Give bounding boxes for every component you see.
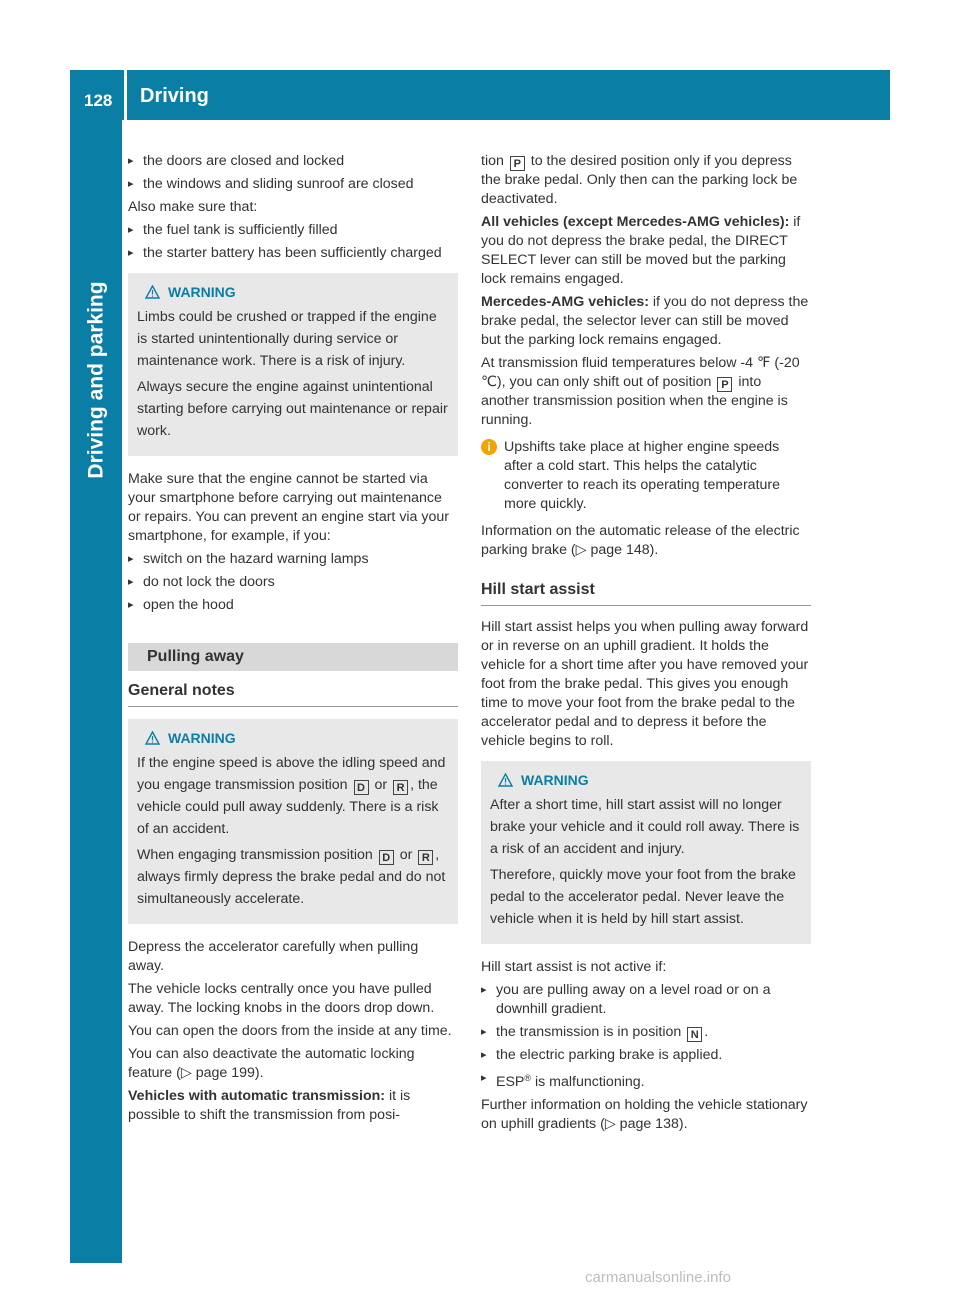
page-number: 128 (84, 91, 113, 110)
list-item: ▸ you are pulling away on a level road or on a downhill gradient. (481, 981, 811, 1019)
list-item: ▸ do not lock the doors (128, 573, 458, 592)
warning-text (137, 752, 449, 840)
text-run: is malfunctioning. (531, 1074, 645, 1090)
text-run: or (399, 847, 413, 863)
subsection-heading: General notes (128, 681, 458, 707)
paragraph (128, 1087, 458, 1125)
paragraph: Make sure that the engine cannot be started via your smartphone before carrying out maintenance or repairs. You can prevent an engine start via your smartphone, for example, if you: (128, 471, 449, 544)
side-tab-label-box (70, 120, 122, 680)
text-run: When engaging transmission position (137, 847, 373, 863)
info-icon: i (481, 439, 497, 455)
paragraph (481, 293, 811, 350)
warning-triangle-icon (145, 731, 160, 745)
gear-n-icon: N (687, 1027, 702, 1042)
paragraph: Hill start assist helps you when pulling away forward or in reverse on an uphill gradient. It holds the vehicle for a short time after you have removed your foot from the brake pedal. This gives you enough time to move your foot from the brake pedal to the accelerator pedal and to depress it before the vehicle begins to roll. (481, 619, 809, 749)
text-run: into another transmission position when the engine is running. (481, 374, 788, 428)
text-run: . (704, 1024, 709, 1040)
paragraph: Information on the automatic release of the electric parking brake (▷ page 148). (481, 523, 800, 558)
text-run: if you do not depress the brake pedal, the selector lever can still be moved but the parking lock remains engaged. (481, 294, 809, 348)
warning-box (128, 719, 458, 924)
paragraph: Hill start assist is not active if: (481, 959, 667, 975)
warning-header (137, 281, 449, 303)
info-text: Upshifts take place at higher engine speeds after a cold start. This helps the catalytic converter to reach its operating temperature more quickly. (504, 439, 781, 512)
list-item: ▸ the doors are closed and locked (128, 152, 458, 171)
text-run: , the vehicle could pull away suddenly. There is a risk of an accident. (137, 777, 439, 837)
text-run: At transmission fluid temperatures below -4 ℉ (-20 ℃), you can only shift out of position (481, 355, 800, 390)
warning-box (128, 273, 458, 456)
paragraph (481, 354, 811, 430)
gear-r-icon: R (418, 850, 433, 865)
list-item: ▸ open the hood (128, 596, 458, 615)
bold-lead: All vehicles (except Mercedes-AMG vehicles): (481, 214, 790, 230)
warning-text: Limbs could be crushed or trapped if the engine is started unintentionally during service or maintenance work. There is a risk of injury. (137, 309, 437, 369)
info-note (481, 438, 811, 514)
chapter-title: Driving (140, 85, 209, 107)
text-run: or (374, 777, 388, 793)
warning-text: After a short time, hill start assist will no longer brake your vehicle and it could roll away. There is a risk of an accident and injury. (490, 797, 800, 857)
section-heading: Pulling away (128, 643, 458, 671)
warning-triangle-icon (145, 285, 160, 299)
text-run: ESP (496, 1074, 525, 1090)
list-item: ▸ the electric parking brake is applied. (481, 1046, 811, 1065)
paragraph (481, 213, 811, 289)
text-run: , always firmly depress the brake pedal and do not simultaneously accelerate. (137, 847, 446, 907)
warning-header (137, 727, 449, 749)
warning-box (481, 761, 811, 944)
paragraph: The vehicle locks centrally once you have pulled away. The locking knobs in the doors drop down. (128, 981, 435, 1016)
warning-label: WARNING (168, 730, 236, 746)
paragraph (481, 152, 811, 209)
gear-r-icon: R (393, 780, 408, 795)
gear-d-icon: D (354, 780, 369, 795)
paragraph: You can open the doors from the inside at any time. (128, 1023, 452, 1039)
warning-header (490, 769, 802, 791)
gear-d-icon: D (379, 850, 394, 865)
text-run: it is possible to shift the transmission from posi- (128, 1088, 411, 1123)
list-item (481, 1023, 811, 1042)
right-column (481, 152, 811, 1138)
list-item: ▸ the windows and sliding sunroof are closed (128, 175, 458, 194)
warning-label: WARNING (168, 284, 236, 300)
list-item: ▸ switch on the hazard warning lamps (128, 550, 458, 569)
page-header (70, 70, 890, 120)
side-tab-label: Driving and parking (84, 281, 108, 479)
list-item: ▸ the starter battery has been sufficiently charged (128, 244, 458, 263)
registered-mark: ® (524, 1073, 532, 1083)
paragraph: You can also deactivate the automatic locking feature (▷ page 199). (128, 1046, 415, 1081)
text-run: tion (481, 153, 504, 169)
list-item (481, 1069, 811, 1092)
bold-lead: Vehicles with automatic transmission: (128, 1088, 386, 1104)
watermark: carmanualsonline.info (585, 1269, 731, 1286)
text-run: if you do not depress the brake pedal, the DIRECT SELECT lever can still be moved but the parking lock remains engaged. (481, 214, 801, 287)
subsection-heading: Hill start assist (481, 580, 811, 606)
text-run: the transmission is in position (496, 1024, 682, 1040)
warning-text (137, 844, 449, 910)
warning-text: Always secure the engine against unintentional starting before carrying out maintenance or repair work. (137, 379, 448, 439)
paragraph: Further information on holding the vehicle stationary on uphill gradients (▷ page 138). (481, 1097, 808, 1132)
warning-triangle-icon (498, 773, 513, 787)
header-divider (124, 70, 127, 120)
list-item: ▸ the fuel tank is sufficiently filled (128, 221, 458, 240)
paragraph: Depress the accelerator carefully when pulling away. (128, 939, 419, 974)
text-run: to the desired position only if you depress the brake pedal. Only then can the parking lock be deactivated. (481, 153, 798, 207)
left-column (128, 152, 458, 1129)
gear-p-icon: P (717, 377, 732, 392)
gear-p-icon: P (510, 156, 525, 171)
warning-label: WARNING (521, 772, 589, 788)
warning-text: Therefore, quickly move your foot from the brake pedal to the accelerator pedal. Never leave the vehicle when it is held by hill start assist. (490, 867, 796, 927)
paragraph: Also make sure that: (128, 199, 258, 215)
bold-lead: Mercedes-AMG vehicles: (481, 294, 649, 310)
text-run: If the engine speed is above the idling speed and you engage transmission position (137, 755, 446, 793)
